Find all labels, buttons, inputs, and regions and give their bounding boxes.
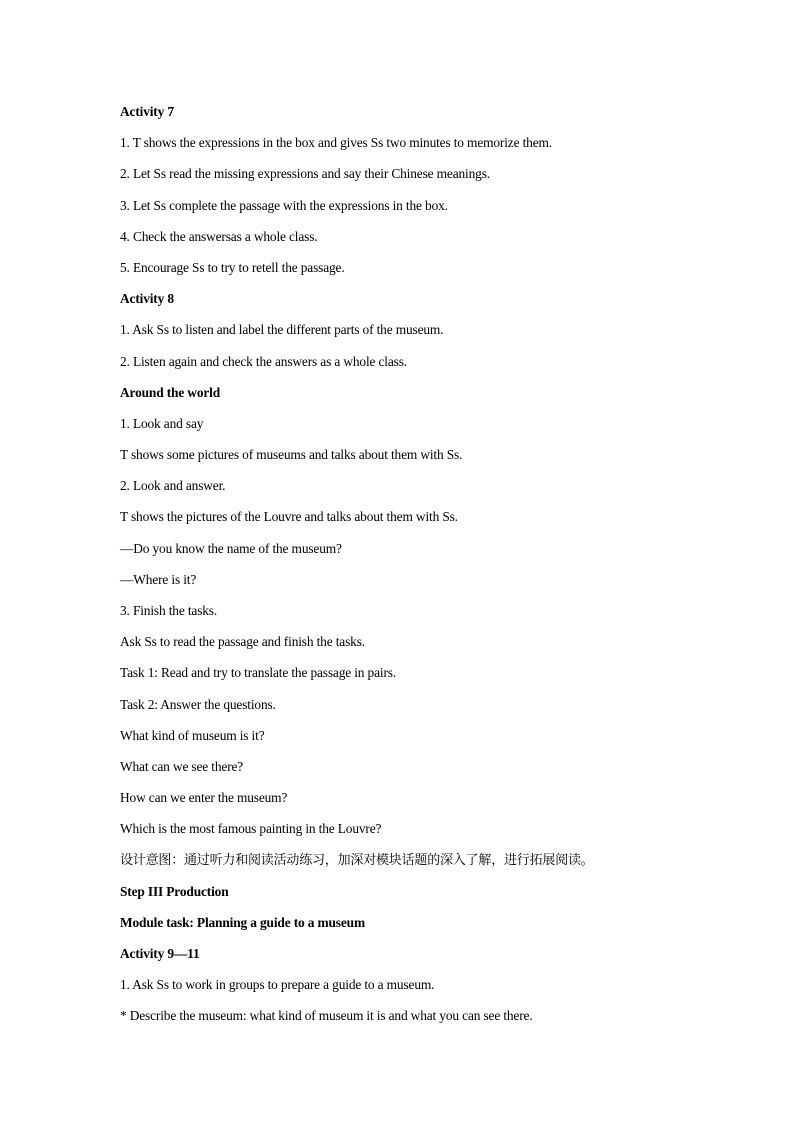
paragraph-line: 2. Let Ss read the missing expressions and say their Chinese meanings. bbox=[120, 166, 490, 182]
paragraph-line: 5. Encourage Ss to try to retell the passage. bbox=[120, 259, 345, 275]
paragraph-line: 1. Look and say bbox=[120, 415, 204, 431]
document-page bbox=[120, 101, 760, 1037]
paragraph-line: T shows some pictures of museums and talks about them with Ss. bbox=[120, 447, 463, 463]
paragraph-line: Ask Ss to read the passage and finish the tasks. bbox=[120, 634, 365, 650]
heading-module-task: Module task: Planning a guide to a museum bbox=[120, 914, 365, 930]
paragraph-line: 4. Check the answersas a whole class. bbox=[120, 228, 318, 244]
heading-activity-8: Activity 8 bbox=[120, 291, 174, 307]
paragraph-line: —Where is it? bbox=[120, 571, 197, 587]
paragraph-line: * Describe the museum: what kind of museum it is and what you can see there. bbox=[120, 1008, 533, 1024]
paragraph-line: 1. Ask Ss to work in groups to prepare a guide to a museum. bbox=[120, 977, 435, 993]
paragraph-line: T shows the pictures of the Louvre and talks about them with Ss. bbox=[120, 509, 458, 525]
paragraph-line: 3. Finish the tasks. bbox=[120, 603, 218, 618]
paragraph-line: 1. T shows the expressions in the box and gives Ss two minutes to memorize them. bbox=[120, 135, 552, 151]
heading-step-iii: Step III Production bbox=[120, 883, 229, 899]
paragraph-line: 3. Let Ss complete the passage with the expressions in the box. bbox=[120, 197, 448, 213]
paragraph-line: 2. Listen again and check the answers as a whole class. bbox=[120, 353, 407, 369]
heading-activity-9-11: Activity 9—11 bbox=[120, 946, 200, 962]
question-line: What can we see there? bbox=[120, 758, 244, 774]
heading-activity-7: Activity 7 bbox=[120, 104, 174, 119]
design-intent-line: 设计意图：通过听力和阅读活动练习，加深对模块话题的深入了解，进行拓展阅读。 bbox=[120, 852, 594, 868]
question-line: What kind of museum is it? bbox=[120, 727, 265, 743]
question-line: How can we enter the museum? bbox=[120, 790, 288, 806]
paragraph-line: 2. Look and answer. bbox=[120, 478, 226, 494]
paragraph-line: —Do you know the name of the museum? bbox=[120, 540, 342, 556]
paragraph-line: 1. Ask Ss to listen and label the different parts of the museum. bbox=[120, 322, 444, 338]
heading-around-the-world: Around the world bbox=[120, 384, 221, 400]
paragraph-line: Task 2: Answer the questions. bbox=[120, 696, 276, 712]
paragraph-line: Task 1: Read and try to translate the passage in pairs. bbox=[120, 665, 397, 681]
question-line: Which is the most famous painting in the Louvre? bbox=[120, 821, 382, 837]
